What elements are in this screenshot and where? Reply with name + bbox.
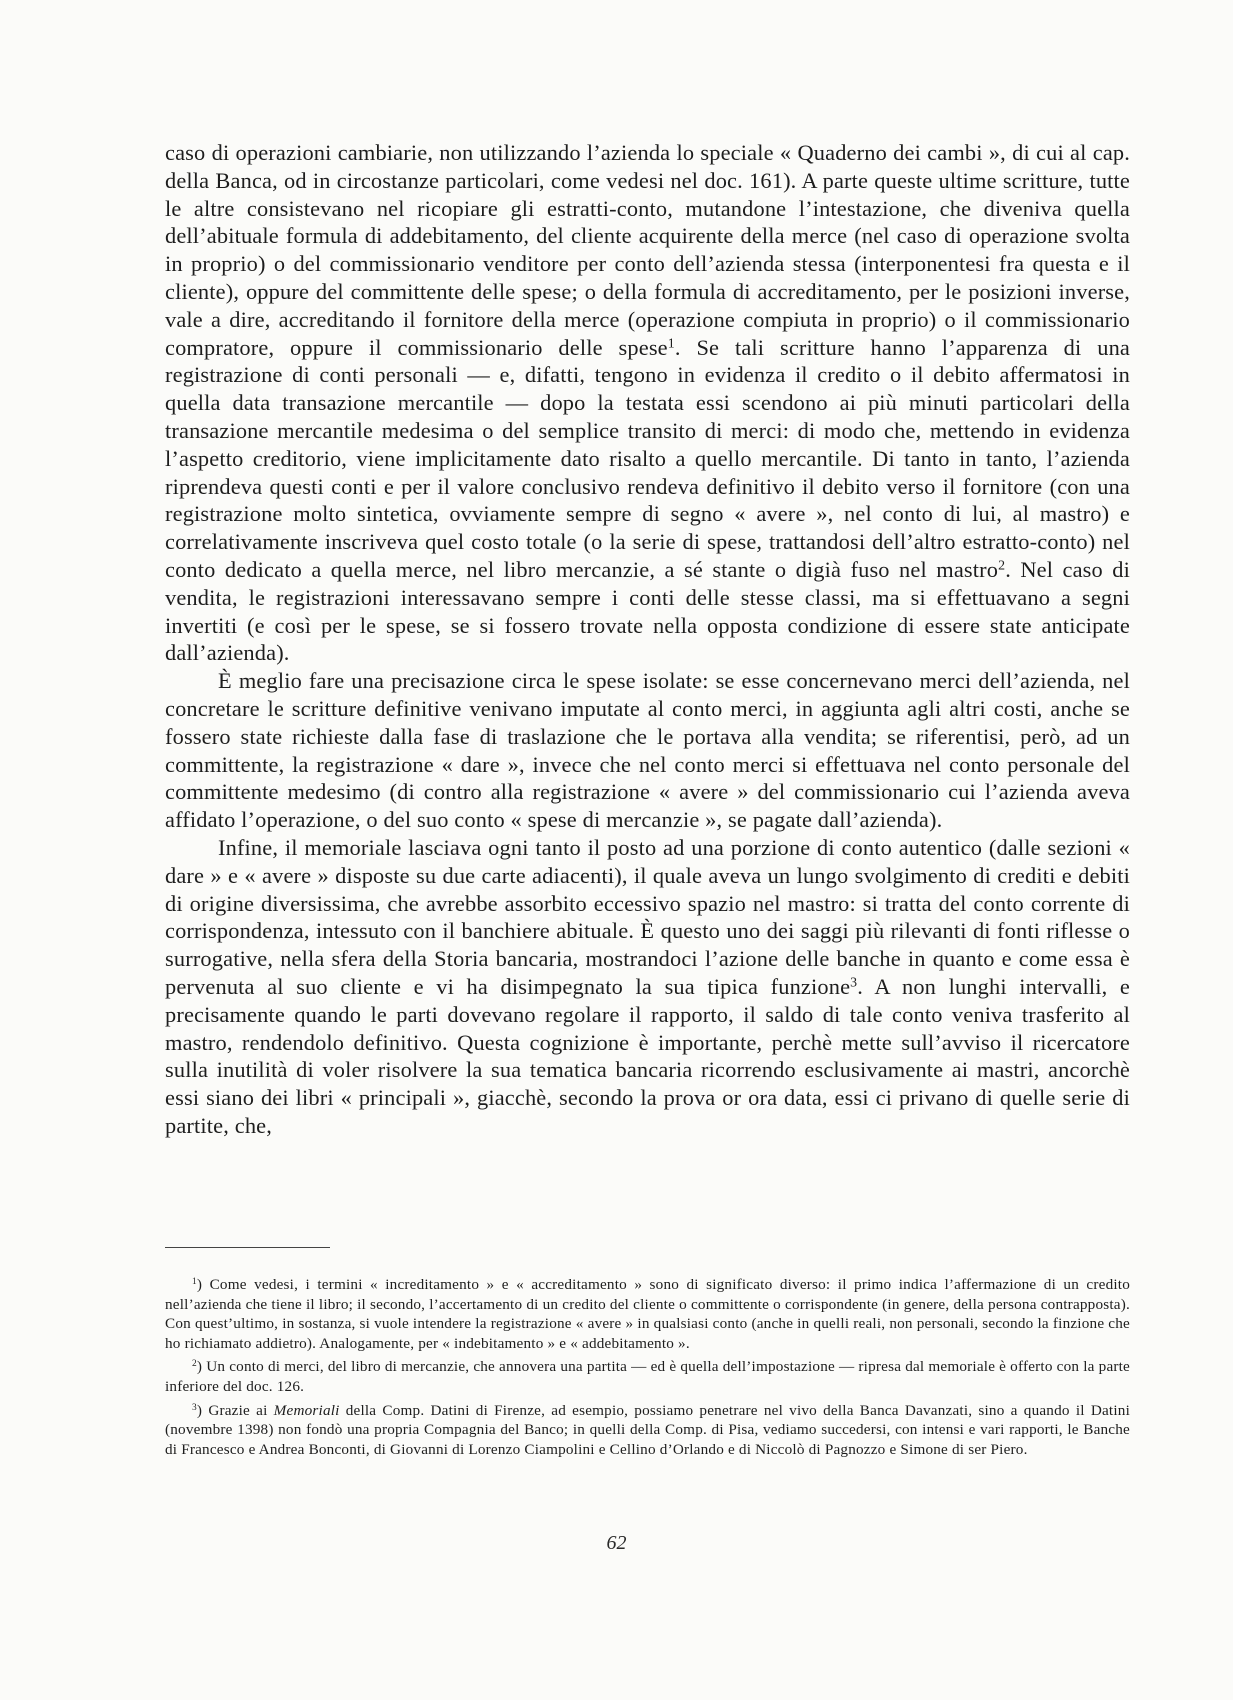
- footnote-3-mark: 3: [192, 1402, 197, 1413]
- paragraph-1: [165, 139, 1130, 667]
- footnote-3: [165, 1401, 1130, 1460]
- footnotes: [165, 1275, 1130, 1463]
- body-text: [165, 139, 1130, 1140]
- footnote-2: [165, 1357, 1130, 1396]
- footnote-1-text: ) Come vedesi, i termini « increditamento » e « accreditamento » sono di significato diverso: il primo indica l’affermazione di un credito nell’azienda che tiene il libro; il secondo, l’accertamento di un credito del cliente o committente o corrispondente (in genere, della persona contrapposta). Con quest’ultimo, in sostanza, si vuole intendere la registrazione « avere » in qualsiasi conto (anche in quelli reali, non personali, secondo la finzione che ho richiamato addietro). Analogamente, per « indebitamento » e « addebitamento ».: [165, 1276, 1130, 1352]
- paragraph-1-part-b: . Se tali scritture hanno l’apparenza di una registrazione di conti personali — e, difatti, tengono in evidenza il credito o il debito affermatosi in quella data transazione mercantile — dopo la testata essi scendono ai più minuti particolari della transazione mercantile medesima o del semplice transito di merci: di modo che, mettendo in evidenza l’aspetto creditorio, viene implicitamente dato risalto a quello mercantile. Di tanto in tanto, l’azienda riprendeva questi conti e per il valore conclusivo rendeva definitivo il debito verso il fornitore (con una registrazione molto sintetica, ovviamente sempre di segno « avere », nel conto di lui, al mastro) e correlativamente inscriveva quel costo totale (o la serie di spese, trattandosi dell’altro estratto-conto) nel conto dedicato a quella merce, nel libro mercanzie, a sé stante o digià fuso nel mastro: [165, 334, 1131, 582]
- footnote-ref-2: 2: [998, 558, 1006, 574]
- footnote-3-italic-title: Memoriali: [273, 1401, 340, 1419]
- footnote-1-mark: 1: [192, 1276, 197, 1287]
- footnote-3-text-post: della Comp. Datini di Firenze, ad esempio, possiamo penetrare nel vivo della Banca Davanzati, sino a quando il Datini (novembre 1398) non fondò una propria Compagnia del Banco; in quelli della Comp. di Pisa, vediamo succedersi, con intensi e vari rapporti, le Banche di Francesco e Andrea Bonconti, di Giovanni di Lorenzo Ciampolini e Cellino d’Orlando e di Niccolò di Pagnozzo e Simone di ser Piero.: [165, 1401, 1130, 1458]
- footnote-1: [165, 1275, 1130, 1353]
- footnote-2-text: ) Un conto di merci, del libro di mercanzie, che annovera una partita — ed è quella dell’impostazione — ripresa dal memoriale è offerto con la parte inferiore del doc. 126.: [165, 1358, 1130, 1395]
- paragraph-2: È meglio fare una precisazione circa le spese isolate: se esse concernevano merci dell’azienda, nel concretare le scritture definitive venivano imputate al conto merci, in aggiunta agli altri costi, anche se fossero state richieste dalla fase di traslazione che le portava alla vendita; se riferentisi, però, ad un committente, la registrazione « dare », invece che nel conto merci si effettuava nel conto personale del committente medesimo (di contro alla registrazione « avere » del commissionario cui l’azienda aveva affidato l’operazione, o del suo conto « spese di mercanzie », se pagate dall’azienda).: [165, 668, 1130, 833]
- paragraph-1-part-c: . Nel caso di vendita, le registrazioni interessavano sempre i conti delle stesse classi, ma si effettuavano a segni invertiti (e così per le spese, se si fossero trovate nella opposta condizione di essere state anticipate dall’azienda).: [165, 556, 1130, 666]
- footnote-separator: [165, 1247, 330, 1248]
- footnote-ref-3: 3: [850, 975, 858, 991]
- page-number: 62: [606, 1532, 627, 1554]
- paragraph-3-part-b: . A non lunghi intervalli, e precisamente quando le parti dovevano regolare il rapporto, il saldo di tale conto veniva trasferito al mastro, rendendolo definitivo. Questa cognizione è importante, perchè mette sull’avviso il ricercatore sulla inutilità di voler risolvere la sua tematica bancaria ricorrendo esclusivamente ai mastri, ancorchè essi siano dei libri « principali », giacchè, secondo la prova or ora data, essi ci privano di quelle serie di partite, che,: [165, 973, 1130, 1138]
- footnote-ref-1: 1: [667, 335, 675, 351]
- footnote-3-text-pre: ) Grazie ai: [196, 1401, 274, 1419]
- paragraph-1-part-a: caso di operazioni cambiarie, non utilizzando l’azienda lo speciale « Quaderno dei cambi », di cui al cap. della Banca, od in circostanze particolari, come vedesi nel doc. 161). A parte queste ultime scritture, tutte le altre consistevano nel ricopiare gli estratti-conto, mutandone l’intestazione, che diveniva quella dell’abituale formula di addebitamento, del cliente acquirente della merce (nel caso di operazione svolta in proprio) o del commissionario venditore per conto dell’azienda stessa (interponentesi fra questa e il cliente), oppure del committente delle spese; o della formula di accreditamento, per le posizioni inverse, vale a dire, accreditando il fornitore della merce (operazione compiuta in proprio) o il commissionario compratore, oppure il commissionario delle spese: [165, 140, 1130, 360]
- footnote-2-mark: 2: [192, 1359, 197, 1370]
- paragraph-3: [165, 834, 1130, 1140]
- paragraph-3-part-a: Infine, il memoriale lasciava ogni tanto il posto ad una porzione di conto autentico (dalle sezioni « dare » e « avere » disposte su due carte adiacenti), il quale aveva un lungo svolgimento di crediti e debiti di origine diversissima, che avrebbe assorbito eccessivo spazio nel mastro: si tratta del conto corrente di corrispondenza, intessuto con il banchiere abituale. È questo uno dei saggi più rilevanti di fonti riflesse o surrogative, nella sfera della Storia bancaria, mostrandoci l’azione delle banche in quanto e come essa è pervenuta al suo cliente e vi ha disimpegnato la sua tipica funzione: [165, 834, 1130, 999]
